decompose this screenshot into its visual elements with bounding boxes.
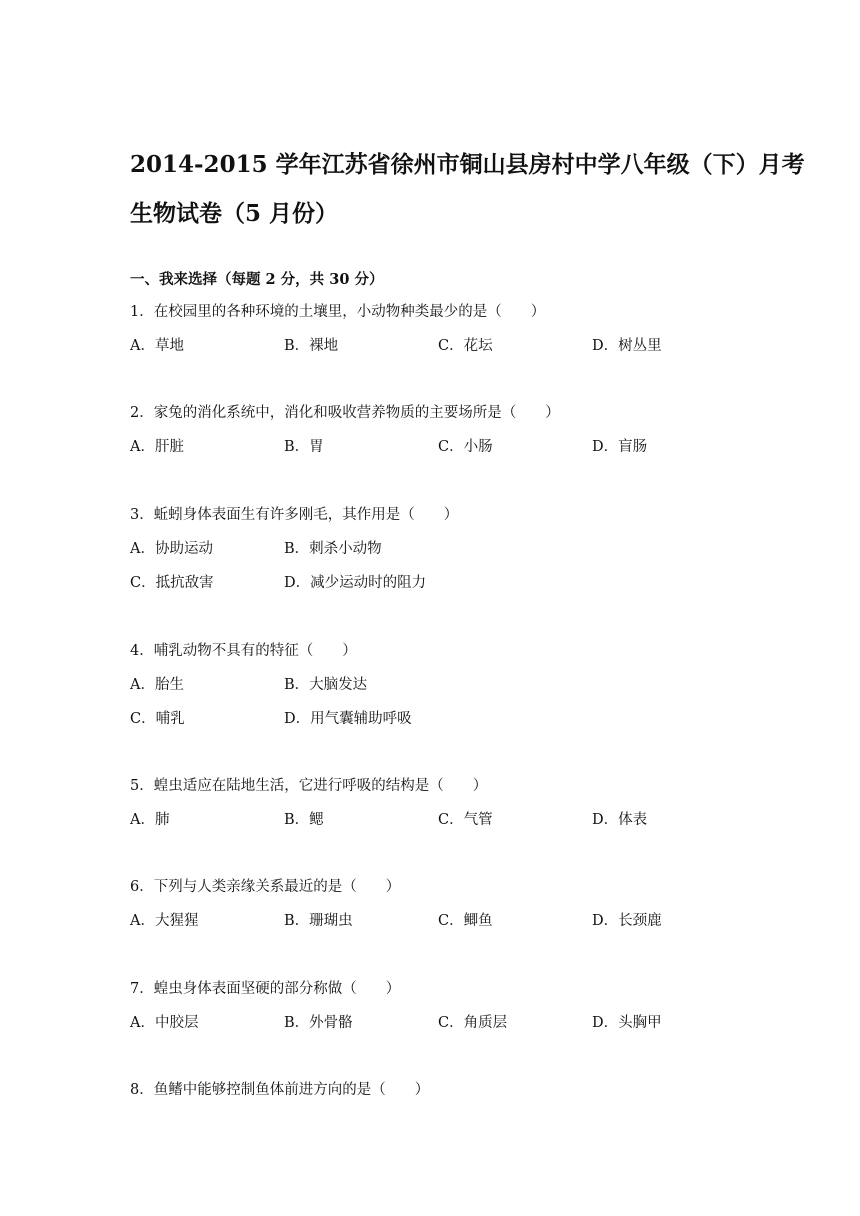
answer-option-d: D．盲肠 [592,439,648,455]
question-stem: 7．蝗虫身体表面坚硬的部分称做（ ） [130,981,401,997]
answer-option-d: D．长颈鹿 [592,913,662,929]
question-stem: 6．下列与人类亲缘关系最近的是（ ） [130,879,401,895]
question-stem: 3．蚯蚓身体表面生有许多刚毛，其作用是（ ） [130,507,459,523]
exam-title-line-2: 生物试卷（5 月份） [130,200,339,227]
answer-option-d: D．头胸甲 [592,1015,662,1031]
answer-option-c: C．角质层 [438,1015,508,1031]
option-row [130,573,750,607]
answer-option-c: C．花坛 [438,338,493,354]
answer-option-b: B．珊瑚虫 [284,913,353,929]
answer-option-d: D．体表 [592,812,648,828]
question-stem: 2．家兔的消化系统中，消化和吸收营养物质的主要场所是（ ） [130,405,560,421]
question-stem: 5．蝗虫适应在陆地生活，它进行呼吸的结构是（ ） [130,778,488,794]
answer-option-c: C．抵抗敌害 [130,575,214,591]
answer-option-a: A．胎生 [130,677,184,693]
question-stem: 4．哺乳动物不具有的特征（ ） [130,643,357,659]
answer-option-a: A．肺 [130,812,170,828]
option-row [130,539,750,573]
answer-option-c: C．鲫鱼 [438,913,493,929]
option-row [130,911,750,945]
question-6 [130,877,750,945]
option-row [130,336,750,370]
exam-title-line-1: 2014-2015 学年江苏省徐州市铜山县房村中学八年级（下）月考 [130,151,805,178]
question-5 [130,776,750,844]
answer-option-b: B．大脑发达 [284,677,368,693]
option-row [130,810,750,844]
answer-option-a: A．协助运动 [130,541,213,557]
answer-option-b: B．裸地 [284,338,339,354]
question-stem: 8．鱼鳍中能够控制鱼体前进方向的是（ ） [130,1082,430,1098]
question-8 [130,1080,750,1100]
section-heading: 一、我来选择（每题 2 分，共 30 分） [130,271,384,288]
answer-option-a: A．草地 [130,338,184,354]
answer-option-c: C．小肠 [438,439,493,455]
answer-option-b: B．外骨骼 [284,1015,353,1031]
answer-option-d: D．用气囊辅助呼吸 [284,711,412,727]
exam-title [130,140,805,238]
option-row [130,1013,750,1047]
answer-option-a: A．中胶层 [130,1015,199,1031]
answer-option-b: B．鳃 [284,812,324,828]
answer-option-c: C．气管 [438,812,493,828]
option-row [130,709,750,743]
question-stem: 1．在校园里的各种环境的土壤里，小动物种类最少的是（ ） [130,304,546,320]
answer-option-a: A．大猩猩 [130,913,199,929]
question-3 [130,505,750,607]
answer-option-d: D．树丛里 [592,338,662,354]
question-4 [130,641,750,743]
answer-option-a: A．肝脏 [130,439,184,455]
question-7 [130,979,750,1047]
option-row [130,437,750,471]
option-row [130,675,750,709]
answer-option-c: C．哺乳 [130,711,185,727]
question-1 [130,302,750,370]
answer-option-b: B．胃 [284,439,324,455]
answer-option-d: D．减少运动时的阻力 [284,575,427,591]
answer-option-b: B．刺杀小动物 [284,541,382,557]
question-2 [130,403,750,471]
